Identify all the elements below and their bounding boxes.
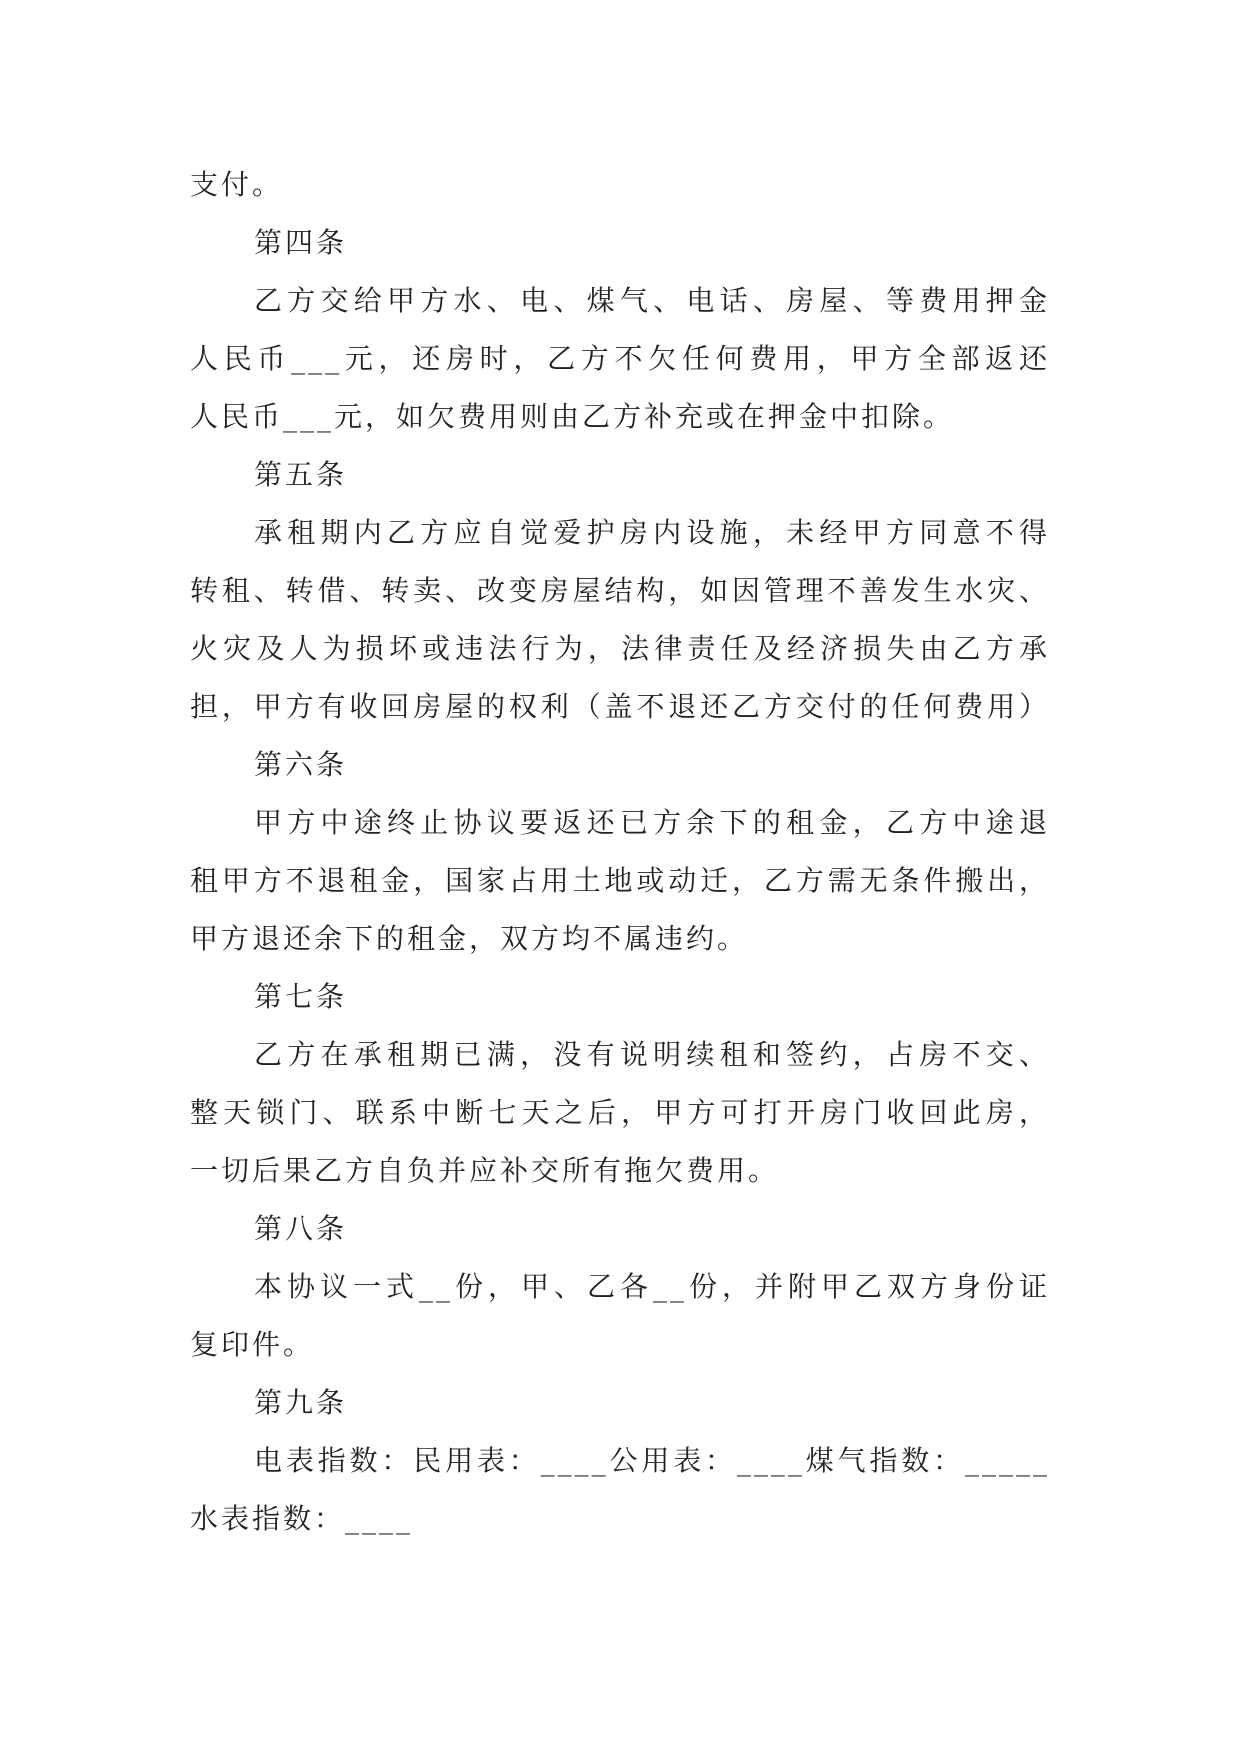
text-line: 甲方中途终止协议要返还已方余下的租金，乙方中途退	[254, 806, 1050, 839]
article-heading-4: 第四条	[254, 226, 348, 259]
article-heading-7: 第七条	[254, 980, 348, 1013]
text-line: 水表指数：____	[190, 1502, 414, 1535]
text-line: 电表指数：民用表：____公用表：____煤气指数：_____	[254, 1444, 1050, 1477]
document-body	[190, 156, 1050, 1548]
text-line: 转租、转借、转卖、改变房屋结构，如因管理不善发生水灾、	[190, 574, 1050, 607]
text-line: 承租期内乙方应自觉爱护房内设施，未经甲方同意不得	[254, 516, 1050, 549]
text-line: 担，甲方有收回房屋的权利（盖不退还乙方交付的任何费用）	[190, 690, 1050, 723]
text-line: 整天锁门、联系中断七天之后，甲方可打开房门收回此房，	[190, 1096, 1050, 1129]
text-line: 人民币___元，如欠费用则由乙方补充或在押金中扣除。	[190, 400, 955, 433]
article-heading-5: 第五条	[254, 458, 348, 491]
text-line: 复印件。	[190, 1328, 315, 1361]
text-line: 本协议一式__份，甲、乙各__份，并附甲乙双方身份证	[254, 1270, 1050, 1303]
text-line: 乙方在承租期已满，没有说明续租和签约，占房不交、	[254, 1038, 1050, 1071]
article-heading-6: 第六条	[254, 748, 348, 781]
text-line: 甲方退还余下的租金，双方均不属违约。	[190, 922, 749, 955]
text-line: 支付。	[190, 168, 284, 201]
article-heading-8: 第八条	[254, 1212, 348, 1245]
article-heading-9: 第九条	[254, 1386, 348, 1419]
text-line: 一切后果乙方自负并应补交所有拖欠费用。	[190, 1154, 780, 1187]
text-line: 火灾及人为损坏或违法行为，法律责任及经济损失由乙方承	[190, 632, 1050, 665]
text-line: 人民币___元，还房时，乙方不欠任何费用，甲方全部返还	[190, 342, 1050, 375]
text-line: 乙方交给甲方水、电、煤气、电话、房屋、等费用押金	[254, 284, 1050, 317]
text-line: 租甲方不退租金，国家占用土地或动迁，乙方需无条件搬出，	[190, 864, 1050, 897]
